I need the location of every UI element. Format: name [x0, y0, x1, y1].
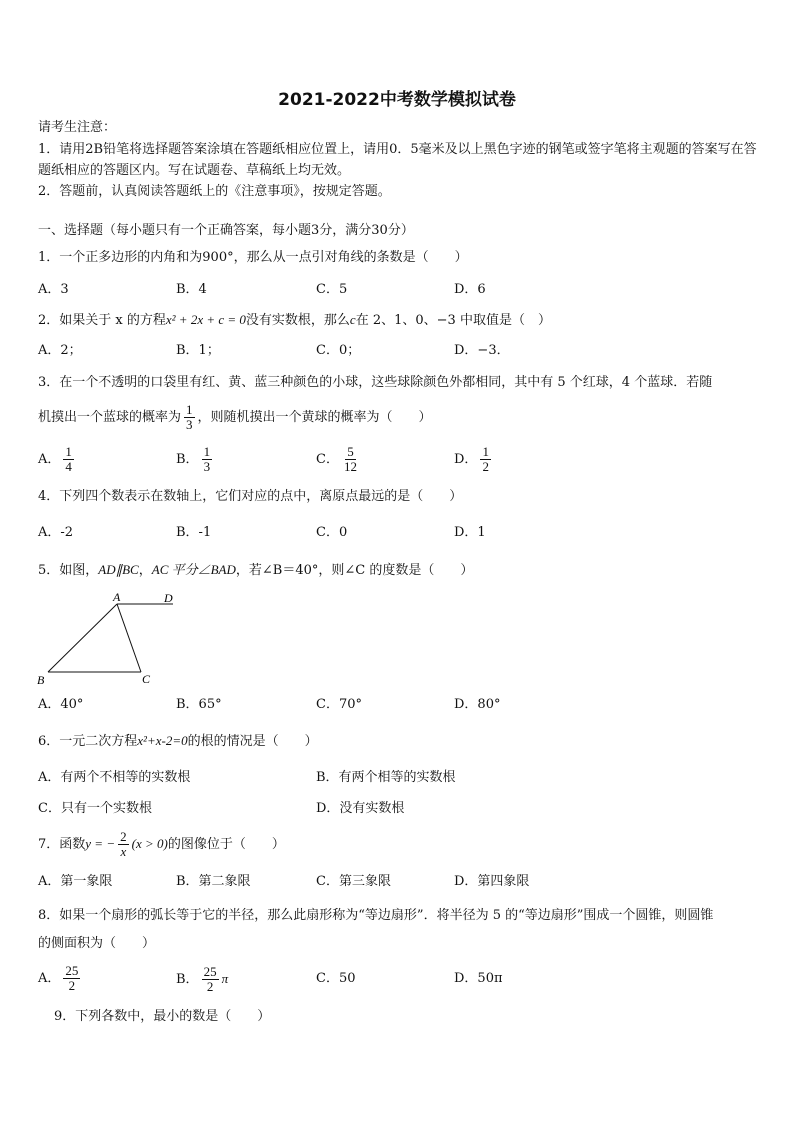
question-2-stem	[38, 310, 551, 331]
option-fraction	[63, 445, 74, 474]
fraction-numerator: 1	[65, 444, 72, 459]
notice-item-2: 2．答题前，认真阅读答题纸上的《注意事项》，按规定答题。	[38, 184, 391, 199]
fraction-numerator: 1	[186, 402, 193, 417]
fraction-denominator: x	[120, 844, 127, 859]
q6-equation: x²+x-2=0	[137, 733, 188, 748]
fraction-numerator: 5	[347, 444, 354, 459]
q4-option-b: B．-1	[176, 525, 212, 540]
option-label: B．	[176, 972, 199, 987]
option-fraction	[63, 964, 80, 993]
q3-option-a	[38, 442, 77, 478]
q6-option-c: C．只有一个实数根	[38, 801, 152, 816]
q6-option-a: A．有两个不相等的实数根	[38, 770, 191, 785]
option-fraction	[202, 445, 213, 474]
question-8-stem-line-2: 的侧面积为（ ）	[38, 936, 156, 951]
option-label: A．	[38, 452, 61, 467]
fraction-denominator: 3	[186, 417, 193, 432]
q2-option-d: D．−3．	[454, 343, 510, 358]
fraction-denominator: 12	[343, 459, 357, 474]
q2-stem-c: 在 2、1、0、−3 中取值是（ ）	[355, 313, 551, 328]
q7-func-left: y = −	[85, 836, 116, 851]
q8-option-d: D．50π	[454, 971, 503, 986]
q8-option-c: C．50	[316, 971, 356, 986]
q3-stem-2b: ，则随机摸出一个黄球的概率为（ ）	[197, 410, 432, 425]
fraction-numerator: 2	[120, 829, 127, 844]
point-d-label: D	[164, 591, 173, 605]
fraction-denominator: 2	[482, 459, 489, 474]
q8-option-a	[38, 961, 83, 997]
fraction-denominator: 4	[65, 459, 72, 474]
question-8-stem-line-1: 8．如果一个扇形的弧长等于它的半径，那么此扇形称为“等边扇形”．将半径为 5 的“等边扇形”围成一个圆锥，则圆锥	[38, 908, 714, 923]
page-title: 2021-2022中考数学模拟试卷	[278, 90, 516, 110]
fraction-numerator: 1	[203, 444, 211, 459]
q7-option-d: D．第四象限	[454, 874, 530, 889]
fraction-numerator: 25	[65, 963, 79, 978]
q3-stem-2a: 机摸出一个蓝球的概率为	[38, 410, 182, 425]
q6-option-b: B．有两个相等的实数根	[316, 770, 456, 785]
q5-option-a: A．40°	[38, 697, 84, 712]
question-6-stem	[38, 731, 318, 752]
q7-option-a: A．第一象限	[38, 874, 113, 889]
q7-stem-b: 的图像位于（ ）	[167, 837, 285, 852]
question-9-stem: 9．下列各数中，最小的数是（ ）	[54, 1009, 271, 1024]
q5-option-d: D．80°	[454, 697, 501, 712]
option-label: D．	[454, 452, 478, 467]
q5-stem-b: ，	[138, 563, 152, 578]
q2-stem-a: 2．如果关于 x 的方程	[38, 313, 166, 328]
q5-bisect: AC 平分∠BAD	[151, 562, 236, 577]
q3-option-c	[316, 442, 362, 478]
q5-geometry-figure	[30, 586, 190, 690]
fraction-denominator: 2	[206, 979, 214, 994]
q7-stem-a: 7．函数	[38, 837, 86, 852]
option-fraction	[202, 965, 219, 994]
q8-option-b	[176, 961, 228, 998]
q5-option-b: B．65°	[176, 697, 222, 712]
q1-option-a: A．3	[38, 282, 69, 297]
option-fraction	[342, 445, 359, 474]
option-fraction	[480, 445, 491, 474]
option-label: A．	[38, 971, 61, 986]
q2-stem-b: 没有实数根，那么	[245, 313, 350, 328]
fraction-numerator: 1	[482, 444, 489, 459]
q7-func-right: (x > 0)	[131, 836, 168, 851]
q5-stem-c: ，若∠B＝40°，则∠C 的度数是（ ）	[235, 563, 474, 578]
q3-option-b	[176, 442, 215, 478]
q2-option-c: C．0；	[316, 343, 361, 358]
question-1-stem: 1．一个正多边形的内角和为900°，那么从一点引对角线的条数是（ ）	[38, 250, 468, 265]
q6-stem-a: 6．一元二次方程	[38, 734, 138, 749]
line-ac	[117, 604, 141, 672]
q6-stem-b: 的根的情况是（ ）	[187, 734, 318, 749]
q1-option-b: B．4	[176, 282, 207, 297]
q5-stem-a: 5．如图，	[38, 563, 99, 578]
q7-option-b: B．第二象限	[176, 874, 251, 889]
q3-probability-fraction	[184, 403, 195, 432]
question-7-stem	[38, 826, 285, 863]
q7-option-c: C．第三象限	[316, 874, 391, 889]
question-3-stem-line-2	[38, 400, 432, 436]
q1-option-c: C．5	[316, 282, 348, 297]
point-c-label: C	[142, 672, 151, 686]
option-label: B．	[176, 452, 199, 467]
q2-option-a: A．2；	[38, 343, 82, 358]
option-label: C．	[316, 452, 339, 467]
fraction-denominator: 2	[68, 978, 76, 993]
pi-symbol: π	[221, 971, 229, 986]
question-5-stem	[38, 560, 473, 581]
notice-heading: 请考生注意：	[38, 120, 117, 135]
q1-option-d: D．6	[454, 282, 486, 297]
point-b-label: B	[37, 673, 45, 687]
q3-option-d	[454, 442, 494, 478]
question-4-stem: 4．下列四个数表示在数轴上，它们对应的点中，离原点最远的是（ ）	[38, 489, 463, 504]
q4-option-c: C．0	[316, 525, 348, 540]
section-heading: 一、选择题（每小题只有一个正确答案，每小题3分，满分30分）	[38, 223, 414, 238]
notice-item-1: 1．请用2B铅笔将选择题答案涂填在答题纸相应位置上，请用0．5毫米及以上黑色字迹的钢笔或签字笔将主观题的答案写在答题纸相应的答题区内。写在试题卷、草稿纸上均无效。	[38, 142, 757, 178]
q6-option-d: D．没有实数根	[316, 801, 405, 816]
q2-var: c	[349, 312, 356, 327]
q2-equation: x² + 2x + c = 0	[165, 312, 246, 327]
q2-option-b: B．1；	[176, 343, 220, 358]
point-a-label: A	[113, 590, 121, 604]
q4-option-a: A．-2	[38, 525, 74, 540]
fraction-denominator: 3	[203, 459, 211, 474]
question-3-stem-line-1: 3．在一个不透明的口袋里有红、黄、蓝三种颜色的小球，这些球除颜色外都相同，其中有 5 个红球，4 个蓝球．若随	[38, 375, 713, 390]
q7-func-fraction	[118, 830, 129, 859]
q4-option-d: D．1	[454, 525, 486, 540]
q5-option-c: C．70°	[316, 697, 362, 712]
q5-parallel: AD∥BC	[98, 562, 139, 577]
line-ab	[48, 604, 117, 672]
fraction-numerator: 25	[203, 964, 217, 979]
